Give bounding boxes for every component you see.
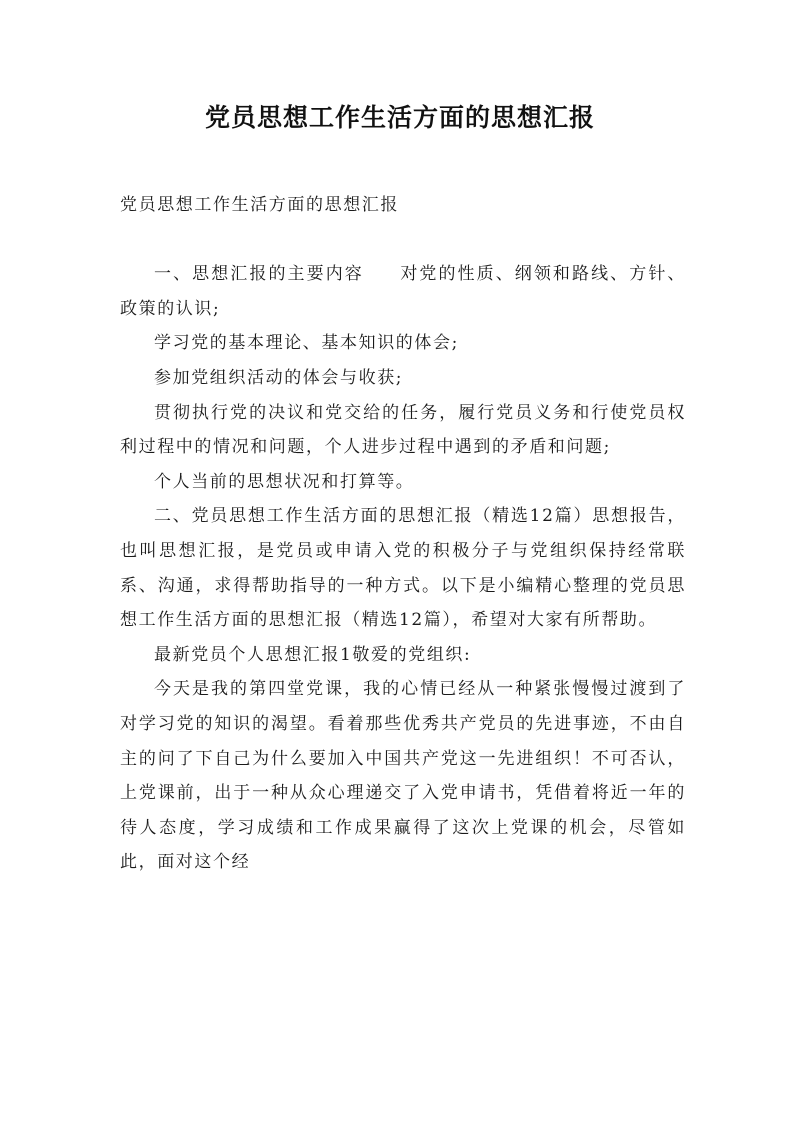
document-title: 党员思想工作生活方面的思想汇报 <box>204 103 595 132</box>
paragraph-6: 二、党员思想工作生活方面的思想汇报（精选12篇）思想报告，也叫思想汇报，是党员或申请入党的积极分子与党组织保持经常联系、沟通，求得帮助指导的一种方式。以下是小编精心整理的党员思想工作生活方面的思想汇报（精选12篇），希望对大家有所帮助。 <box>120 506 686 631</box>
document-subtitle: 党员思想工作生活方面的思想汇报 <box>120 195 399 215</box>
paragraph-1 <box>120 257 686 326</box>
paragraph-1-text: 对党的性质、纲领和路线、方针、政策的认识; <box>120 264 686 319</box>
paragraph-5: 个人当前的思想状况和打算等。 <box>154 471 415 492</box>
paragraph-1-lead: 一、思想汇报的主要内容 <box>154 264 364 285</box>
paragraph-4: 贯彻执行党的决议和党交给的任务，履行党员义务和行使党员权利过程中的情况和问题，个人进步过程中遇到的矛盾和问题; <box>120 402 686 458</box>
paragraph-8: 今天是我的第四堂党课，我的心情已经从一种紧张慢慢过渡到了对学习党的知识的渴望。看着那些优秀共产党员的先进事迹，不由自主的问了下自己为什么要加入中国共产党这一先进组织！不可否认，上党课前，出于一种从众心理递交了入党申请书，凭借着将近一年的待人态度，学习成绩和工作成果赢得了这次上党课的机会，尽管如此，面对这个经 <box>120 679 686 873</box>
paragraph-3: 参加党组织活动的体会与收获; <box>154 367 404 388</box>
paragraph-7: 最新党员个人思想汇报1敬爱的党组织: <box>154 644 472 665</box>
document-body <box>120 188 686 880</box>
paragraph-2: 学习党的基本理论、基本知识的体会; <box>154 333 459 354</box>
